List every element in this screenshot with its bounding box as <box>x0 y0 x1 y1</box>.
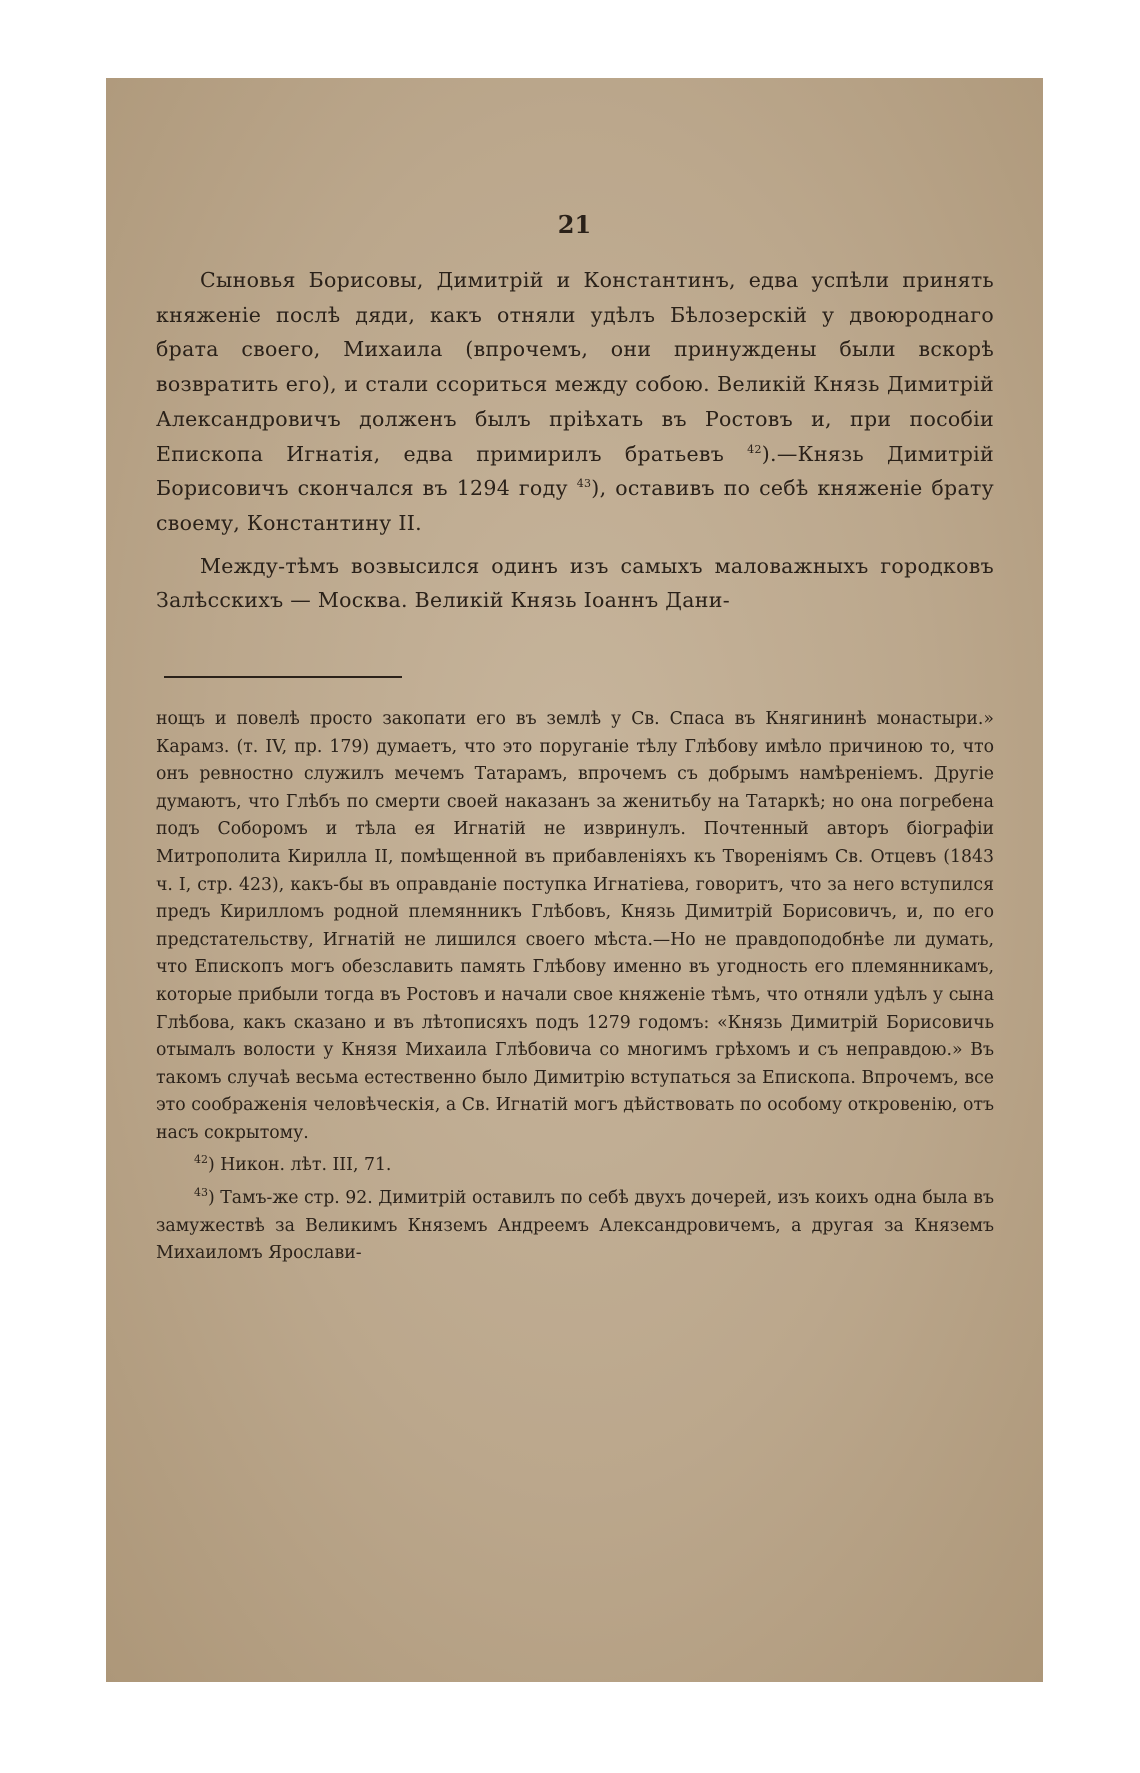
footnote-ref-42[interactable]: 42 <box>747 442 762 456</box>
paragraph-text: ), оставивъ по себѣ княженіе брату своему, Константину II. <box>156 476 994 535</box>
footnotes <box>156 706 994 1268</box>
footnote-ref-43[interactable]: 43 <box>576 477 592 491</box>
footnote-42 <box>156 1152 994 1180</box>
footnote-mark: 42 <box>194 1152 208 1166</box>
footnote-text: ) Никон. лѣт. III, 71. <box>208 1154 392 1175</box>
main-paragraph-2: Между-тѣмъ возвысился одинъ изъ самыхъ маловажныхъ городковъ Залѣсскихъ — Москва. Великій Князь Іоаннъ Дани- <box>156 553 994 613</box>
page-number: 21 <box>557 210 592 239</box>
footnote-43 <box>156 1185 994 1268</box>
footnote-continuation: нощъ и повелѣ просто закопати его въ землѣ у Св. Спаса въ Княгининѣ монастыри.» Карамз. (т. IV, пр. 179) думаетъ, что это поруганіе тѣлу Глѣбову имѣло причиною то, что онъ ревностно служилъ мечемъ Татарамъ, впрочемъ съ добрымъ намѣреніемъ. Другіе думаютъ, что Глѣбъ по смерти своей наказанъ за женитьбу на Татаркѣ; но она погребена подъ Соборомъ и тѣла ея Игнатій не извринулъ. Почтенный авторъ біографіи Митрополита Кирилла II, помѣщенной въ прибавленіяхъ къ Твореніямъ Св. Отцевъ (1843 ч. I, стр. 423), какъ-бы въ оправданіе поступка Игнатіева, говоритъ, что за него вступился предъ Кирилломъ родной племянникъ Глѣбовъ, Князь Димитрій Борисовичъ, и, по его предстательству, Игнатій не лишился своего мѣста.—Но не правдоподобнѣе ли думать, что Епископъ могъ обезславить память Глѣбову именно въ угодность его племянникамъ, которые прибыли тогда въ Ростовъ и начали свое княженіе тѣмъ, что отняли удѣлъ у сына Глѣбова, какъ сказано и въ лѣтописяхъ подъ 1279 годомъ: «Князь Димитрій Борисовичь отымалъ волости у Князя Михаила Глѣбовича со многимъ грѣхомъ и съ неправдою.» Въ такомъ случаѣ весьма естественно было Димитрію вступаться за Епископа. Впрочемъ, все это соображенія человѣческія, а Св. Игнатій могъ дѣйствовать по особому откровенію, отъ насъ сокрытому. <box>156 709 994 1143</box>
footnote-divider <box>164 676 402 678</box>
paragraph-text: Сыновья Борисовы, Димитрій и Константинъ, едва успѣли принять княженіе послѣ дяди, какъ отняли удѣлъ Бѣлозерскій у двоюроднаго брата своего, Михаила (впрочемъ, они принуждены были вскорѣ возвратить его), и стали ссориться между собою. Великій Князь Димитрій Александровичъ долженъ былъ пріѣхать въ Ростовъ и, при пособіи Епископа Игнатія, едва примирилъ братьевъ <box>156 268 994 466</box>
footnote-mark: 43 <box>194 1186 208 1200</box>
paragraph-text: ).—Князь Димитрій Борисовичъ скончался въ 1294 году <box>156 441 994 501</box>
main-text <box>156 263 994 618</box>
main-paragraph-1 <box>156 263 994 541</box>
footnote-text: ) Тамъ-же стр. 92. Димитрій оставилъ по себѣ двухъ дочерей, изъ коихъ одна была въ замужествѣ за Великимъ Княземъ Андреемъ Александровичемъ, а другая за Княземъ Михаиломъ Ярослави- <box>156 1188 994 1264</box>
scanned-page <box>106 78 1043 1682</box>
